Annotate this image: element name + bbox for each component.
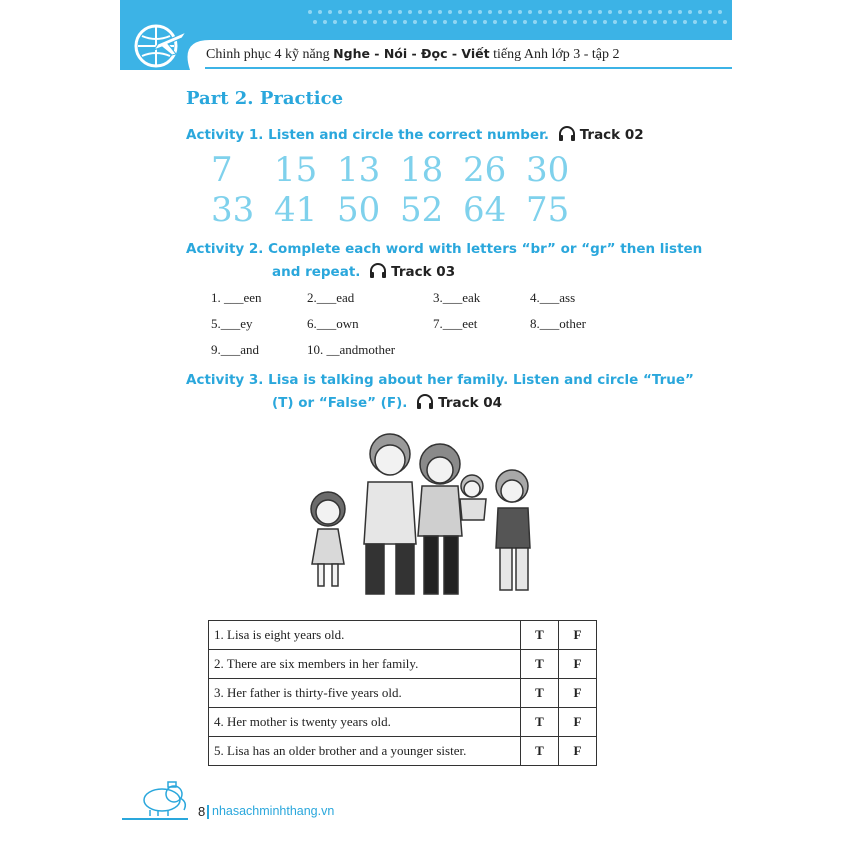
number-option[interactable]: 7 [211,150,233,190]
word-item[interactable]: 8.___other [530,316,586,331]
track-label: Track 02 [579,127,644,143]
true-option[interactable]: T [521,650,559,679]
table-row [209,679,597,708]
activity2-instruction-line1: Activity 2. Complete each word with letters “br” or “gr” then listen [186,241,703,257]
globe-plane-logo [128,14,190,76]
true-option[interactable]: T [521,708,559,737]
number-option[interactable]: 33 [211,190,255,230]
number-option[interactable]: 15 [274,150,318,190]
table-row [209,737,597,766]
track-label: Track 04 [438,395,503,411]
word-item[interactable]: 3.___eak [433,290,481,305]
word-item[interactable]: 7.___eet [433,316,478,331]
word-item[interactable]: 1. ___een [211,290,262,305]
statement-cell: 1. Lisa is eight years old. [209,621,521,650]
family-illustration [300,424,555,599]
activity2-instruction-line2: and repeat. Track 03 [272,264,456,280]
false-option[interactable]: F [559,621,597,650]
activity3-instruction-line2: (T) or “False” (F). Track 04 [272,395,503,411]
number-option[interactable]: 13 [337,150,381,190]
footer-site-link[interactable]: nhasachminhthang.vn [212,804,335,818]
statement-cell: 4. Her mother is twenty years old. [209,708,521,737]
word-item[interactable]: 2.___ead [307,290,355,305]
false-option[interactable]: F [559,708,597,737]
word-item[interactable]: 9.___and [211,342,260,357]
word-item[interactable]: 6.___own [307,316,359,331]
header-title: Chinh phục 4 kỹ năng Nghe - Nói - Đọc - Viết tiếng Anh lớp 3 - tập 2 [206,46,620,62]
footer-line [122,818,188,820]
activity1-instruction: Activity 1. Listen and circle the correct number. Track 02 [186,127,644,143]
table-row [209,650,597,679]
true-option[interactable]: T [521,621,559,650]
activity3-instruction-line1: Activity 3. Lisa is talking about her family. Listen and circle “True” [186,372,694,388]
number-option[interactable]: 52 [400,190,444,230]
numbers-row-2 [211,190,589,230]
numbers-row-1 [211,150,589,190]
statement-cell: 5. Lisa has an older brother and a younger sister. [209,737,521,766]
false-option[interactable]: F [559,679,597,708]
word-item[interactable]: 10. __andmother [307,342,396,357]
part-title: Part 2. Practice [186,88,344,109]
number-option[interactable]: 64 [463,190,507,230]
number-option[interactable]: 50 [337,190,381,230]
true-false-table [208,620,597,766]
number-option[interactable]: 30 [526,150,570,190]
number-option[interactable]: 75 [526,190,570,230]
number-option[interactable]: 41 [274,190,318,230]
number-option[interactable]: 18 [400,150,444,190]
false-option[interactable]: F [559,650,597,679]
word-item[interactable]: 5.___ey [211,316,253,331]
headphones-icon [558,126,576,141]
statement-cell: 3. Her father is thirty-five years old. [209,679,521,708]
table-row [209,621,597,650]
false-option[interactable]: F [559,737,597,766]
table-row [209,708,597,737]
true-option[interactable]: T [521,679,559,708]
statement-cell: 2. There are six members in her family. [209,650,521,679]
number-option[interactable]: 26 [463,150,507,190]
page-number: 8 [198,804,206,819]
track-label: Track 03 [391,264,456,280]
footer-divider [207,805,209,819]
headphones-icon [369,263,387,278]
true-option[interactable]: T [521,737,559,766]
headphones-icon [416,394,434,409]
word-item[interactable]: 4.___ass [530,290,576,305]
